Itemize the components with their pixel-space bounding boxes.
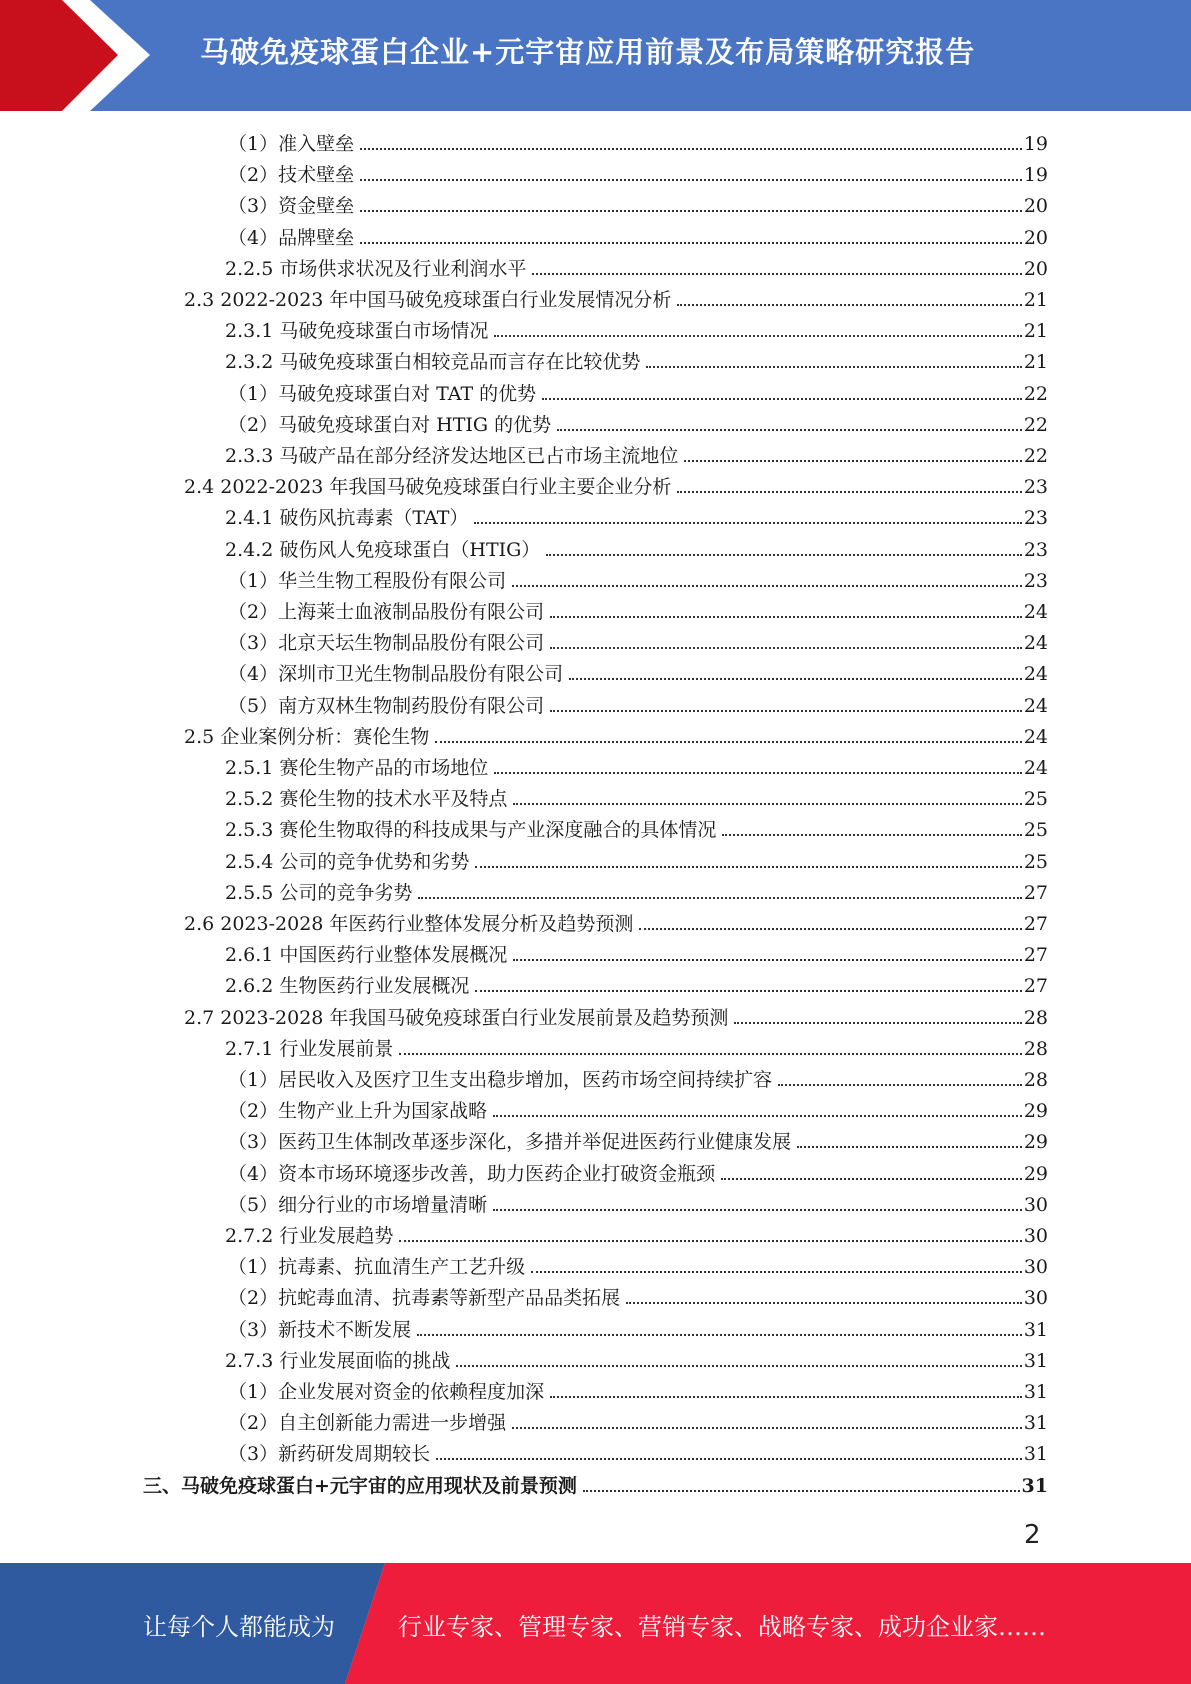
toc-leader-dots [494,772,1021,774]
toc-entry-page: 24 [1023,663,1048,686]
toc-leader-dots [550,1396,1022,1398]
toc-entry[interactable] [225,1031,1048,1061]
toc-entry-page: 31 [1023,1381,1048,1403]
toc-entry-page: 24 [1023,694,1048,717]
toc-leader-dots [417,1334,1022,1336]
toc-leader-dots [542,398,1022,400]
toc-entry-title: 2.2.5 市场供求状况及行业利润水平 [225,257,527,280]
toc-entry-page: 21 [1023,351,1048,374]
toc-entry-page: 22 [1023,382,1048,405]
toc-entry[interactable] [228,1156,1048,1186]
toc-entry[interactable] [228,1405,1048,1435]
toc-entry-title: （3）新药研发周期较长 [228,1443,431,1466]
toc-entry-page: 23 [1023,476,1048,499]
toc-entry-title: （3）新技术不断发展 [228,1318,412,1341]
toc-entry-page: 31 [1023,1318,1048,1341]
footer-slogan-right: 行业专家、管理专家、营销专家、战略专家、成功企业家…… [398,1613,1046,1641]
toc-entry[interactable] [228,1062,1048,1092]
toc-leader-dots [475,866,1021,868]
toc-leader-dots [418,897,1021,899]
toc-entry-title: （3）资金壁垒 [228,195,355,218]
toc-entry-title: 2.3.1 马破免疫球蛋白市场情况 [225,320,489,343]
toc-entry[interactable] [225,532,1048,562]
toc-leader-dots [531,1271,1022,1273]
toc-leader-dots [684,460,1021,462]
toc-leader-dots [494,335,1021,337]
footer-slogan-left: 让每个人都能成为 [143,1613,335,1641]
toc-entry[interactable] [228,1187,1048,1217]
toc-entry-page: 19 [1023,133,1048,155]
toc-leader-dots [550,710,1022,712]
toc-entry-title: 2.5.4 公司的竞争优势和劣势 [225,850,470,873]
toc-entry-title: （2）技术壁垒 [228,164,355,187]
toc-entry-title: 2.5.3 赛伦生物取得的科技成果与产业深度融合的具体情况 [225,819,717,842]
toc-entry-page: 31 [1023,1412,1048,1435]
toc-entry[interactable] [225,251,1048,281]
toc-entry-title: （1）华兰生物工程股份有限公司 [228,569,507,592]
toc-entry-title: 2.5.2 赛伦生物的技术水平及特点 [225,788,508,811]
toc-entry-title: 2.7.2 行业发展趋势 [225,1225,394,1247]
toc-entry[interactable] [184,282,1048,312]
toc-leader-dots [546,554,1022,556]
toc-entry-title: （1）居民收入及医疗卫生支出稳步增加，医药市场空间持续扩容 [228,1069,773,1091]
toc-entry[interactable] [225,968,1048,998]
toc-entry-title: 2.6.2 生物医药行业发展概况 [225,975,470,998]
toc-entry-title: 2.3.3 马破产品在部分经济发达地区已占市场主流地位 [225,445,679,467]
toc-entry-page: 19 [1023,164,1048,187]
toc-entry-page: 20 [1023,195,1048,218]
toc-entry-title: 2.5.5 公司的竞争劣势 [225,881,413,904]
toc-entry-page: 31 [1021,1474,1048,1497]
toc-entry-page: 27 [1023,881,1048,904]
toc-leader-dots [399,1240,1021,1242]
toc-leader-dots [569,678,1022,680]
toc-entry[interactable] [228,1436,1048,1466]
toc-entry-page: 27 [1023,913,1048,935]
toc-entry-title: （4）深圳市卫光生物制品股份有限公司 [228,663,564,686]
toc-entry[interactable] [228,220,1048,250]
toc-entry-title: （1）抗毒素、抗血清生产工艺升级 [228,1256,526,1279]
toc-entry-title: 2.7 2023-2028 年我国马破免疫球蛋白行业发展前景及趋势预测 [184,1006,729,1029]
toc-entry[interactable] [228,126,1048,156]
toc-entry-title: 2.4.1 破伤风抗毒素（TAT） [225,507,469,530]
toc-entry-title: 2.6 2023-2028 年医药行业整体发展分析及趋势预测 [184,913,634,935]
toc-entry-page: 29 [1023,1100,1048,1123]
toc-entry-page: 24 [1023,632,1048,655]
toc-leader-dots [475,990,1021,992]
toc-entry-page: 22 [1023,445,1048,467]
toc-entry-page: 28 [1023,1069,1048,1091]
toc-leader-dots [512,1427,1022,1429]
toc-leader-dots [550,647,1022,649]
report-title: 马破免疫球蛋白企业+元宇宙应用前景及布局策略研究报告 [200,35,976,69]
toc-leader-dots [532,273,1021,275]
toc-entry[interactable] [228,1312,1048,1342]
toc-entry[interactable] [228,407,1048,437]
toc-entry-title: 三、马破免疫球蛋白+元宇宙的应用现状及前景预测 [143,1474,577,1497]
toc-entry[interactable] [225,1218,1048,1248]
toc-entry-page: 28 [1023,1037,1048,1060]
toc-entry[interactable] [225,438,1048,468]
toc-entry[interactable] [225,937,1048,967]
toc-entry-title: （3）北京天坛生物制品股份有限公司 [228,632,545,655]
toc-leader-dots [399,1053,1021,1055]
toc-entry-title: 2.5 企业案例分析：赛伦生物 [184,725,430,748]
toc-leader-dots [721,1178,1022,1180]
toc-entry-title: （2）马破免疫球蛋白对 HTIG 的优势 [228,413,552,436]
toc-entry-title: （4）品牌壁垒 [228,226,355,249]
toc-entry[interactable] [228,157,1048,187]
toc-leader-dots [513,803,1021,805]
toc-entry-page: 22 [1023,413,1048,436]
toc-entry-title: （3）医药卫生体制改革逐步深化，多措并举促进医药行业健康发展 [228,1131,792,1154]
toc-entry[interactable] [225,781,1048,811]
toc-entry-page: 31 [1023,1349,1048,1372]
toc-leader-dots [778,1084,1022,1086]
toc-leader-dots [360,148,1022,150]
toc-entry-title: （1）马破免疫球蛋白对 TAT 的优势 [228,382,537,405]
toc-entry-title: 2.3.2 马破免疫球蛋白相较竞品而言存在比较优势 [225,351,641,374]
toc-leader-dots [435,741,1022,743]
toc-leader-dots [639,928,1021,930]
toc-entry[interactable] [184,719,1048,749]
toc-entry-page: 27 [1023,975,1048,998]
toc-entry-title: （2）生物产业上升为国家战略 [228,1100,488,1123]
toc-entry[interactable] [228,563,1048,593]
toc-entry-page: 20 [1023,226,1048,249]
toc-entry[interactable] [228,594,1048,624]
toc-entry[interactable] [225,344,1048,374]
header-banner [0,0,1191,111]
toc-entry-page: 21 [1023,289,1048,311]
toc-entry-page: 23 [1023,569,1048,592]
toc-leader-dots [583,1490,1020,1492]
toc-entry-page: 30 [1023,1225,1048,1247]
toc-entry-page: 28 [1023,1006,1048,1029]
toc-leader-dots [360,179,1022,181]
toc-leader-dots [557,429,1022,431]
toc-entry[interactable] [225,500,1048,530]
toc-entry-page: 25 [1023,819,1048,842]
toc-entry[interactable] [228,1374,1048,1404]
toc-entry-page: 25 [1023,788,1048,811]
toc-entry-title: 2.7.1 行业发展前景 [225,1037,394,1060]
toc-leader-dots [513,959,1021,961]
toc-entry[interactable] [228,376,1048,406]
toc-leader-dots [550,616,1022,618]
toc-entry[interactable] [228,688,1048,718]
toc-entry-page: 30 [1023,1193,1048,1216]
toc-entry-title: （5）南方双林生物制药股份有限公司 [228,694,545,717]
toc-entry[interactable] [225,750,1048,780]
toc-entry[interactable] [228,1280,1048,1310]
toc-leader-dots [360,210,1022,212]
toc-entry-title: 2.4.2 破伤风人免疫球蛋白（HTIG） [225,538,541,561]
page-number: 2 [1024,1520,1041,1550]
toc-entry[interactable] [225,812,1048,842]
toc-entry-title: （5）细分行业的市场增量清晰 [228,1193,488,1216]
toc-entry[interactable] [225,313,1048,343]
toc-leader-dots [474,522,1021,524]
toc-entry[interactable] [225,875,1048,905]
toc-entry-page: 30 [1023,1287,1048,1310]
toc-entry[interactable] [184,469,1048,499]
toc-entry-page: 29 [1023,1162,1048,1185]
toc-entry-title: （1）准入壁垒 [228,133,355,155]
toc-entry-page: 21 [1023,320,1048,343]
toc-leader-dots [797,1146,1022,1148]
toc-leader-dots [626,1302,1022,1304]
toc-entry[interactable] [225,1343,1048,1373]
toc-leader-dots [456,1365,1021,1367]
toc-entry[interactable] [228,1249,1048,1279]
toc-entry-page: 24 [1023,601,1048,623]
toc-entry-page: 23 [1023,507,1048,530]
toc-entry[interactable] [184,1000,1048,1030]
toc-entry[interactable] [228,1093,1048,1123]
toc-entry-page: 25 [1023,850,1048,873]
toc-leader-dots [722,834,1021,836]
toc-leader-dots [677,304,1021,306]
toc-leader-dots [360,242,1022,244]
toc-leader-dots [734,1022,1021,1024]
toc-entry-title: （2）自主创新能力需进一步增强 [228,1412,507,1435]
toc-entry[interactable] [228,625,1048,655]
toc-entry[interactable] [184,906,1048,936]
toc-entry-title: 2.4 2022-2023 年我国马破免疫球蛋白行业主要企业分析 [184,476,672,499]
toc-entry-title: 2.7.3 行业发展面临的挑战 [225,1349,451,1372]
toc-entry-title: （4）资本市场环境逐步改善，助力医药企业打破资金瓶颈 [228,1162,716,1185]
toc-entry-page: 27 [1023,944,1048,967]
footer-banner [0,1563,1191,1684]
toc-leader-dots [512,585,1022,587]
toc-entry[interactable] [228,188,1048,218]
toc-entry-page: 29 [1023,1131,1048,1154]
toc-entry-page: 31 [1023,1443,1048,1466]
toc-entry-page: 24 [1023,725,1048,748]
toc-entry-page: 20 [1023,257,1048,280]
toc-entry-title: 2.6.1 中国医药行业整体发展概况 [225,944,508,967]
toc-entry-page: 30 [1023,1256,1048,1279]
toc-leader-dots [493,1115,1022,1117]
toc-entry[interactable] [228,656,1048,686]
toc-entry-title: （1）企业发展对资金的依赖程度加深 [228,1381,545,1403]
toc-entry[interactable] [225,844,1048,874]
toc-entry-title: 2.5.1 赛伦生物产品的市场地位 [225,757,489,779]
toc-leader-dots [436,1458,1022,1460]
toc-entry-title: （2）上海莱士血液制品股份有限公司 [228,601,545,623]
toc-entry-page: 24 [1023,757,1048,779]
toc-leader-dots [677,491,1021,493]
toc-leader-dots [646,366,1021,368]
toc-entry-title: （2）抗蛇毒血清、抗毒素等新型产品品类拓展 [228,1287,621,1310]
toc-leader-dots [493,1209,1022,1211]
toc-entry[interactable] [228,1124,1048,1154]
toc-entry-title: 2.3 2022-2023 年中国马破免疫球蛋白行业发展情况分析 [184,289,672,311]
toc-entry-page: 23 [1023,538,1048,561]
toc-entry[interactable] [143,1468,1048,1498]
